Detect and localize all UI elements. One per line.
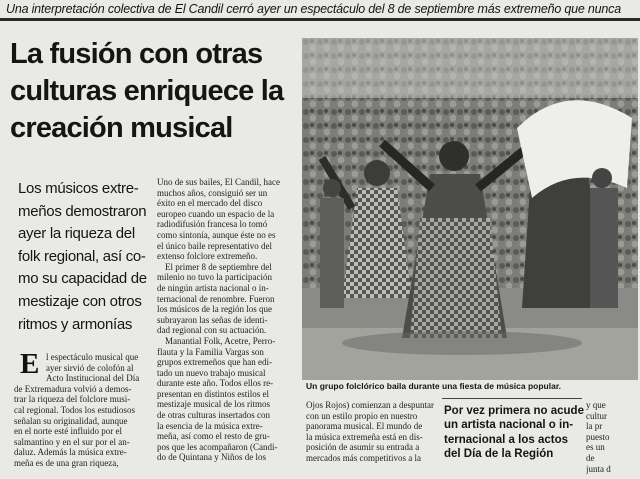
photo-illustration — [302, 38, 638, 380]
text-line: junta d — [586, 463, 611, 474]
body-column-2 — [157, 177, 297, 463]
subhead-line: mestizaje con otros — [18, 292, 142, 310]
text-line: do de Quintana y Niños de los — [157, 452, 266, 463]
photo-caption: Un grupo folclórico baila durante una fiesta de música popular. — [306, 381, 562, 391]
pull-quote-line: ternacional a los actos — [444, 433, 568, 446]
text-line: cal regional. Todos los estudiosos — [14, 404, 135, 415]
text-line: posición de asumir su entrada a — [306, 442, 420, 453]
text-line: durante este año. Todos ellos re- — [157, 378, 274, 389]
text-line: de Extremadura volvió a demos- — [14, 383, 132, 394]
text-line: muchos años, consiguió ser un — [157, 187, 268, 198]
pull-quote-rule — [442, 398, 582, 399]
text-line: ayer sirvió de colofón al — [46, 362, 134, 373]
text-line: ternacional de renombre. Fueron — [157, 293, 275, 304]
subhead-line: folk regional, así co- — [18, 247, 146, 265]
text-line: como sintonía, aunque éste no es — [157, 229, 276, 240]
text-line: mestizaje musical de los ritmos — [157, 399, 270, 410]
text-line: presentan en distintos estilos el — [157, 388, 269, 399]
text-line: éxito en el mercado del disco — [157, 198, 263, 209]
text-line: y que — [586, 400, 606, 410]
text-line: de ningún artista nacional o in- — [157, 282, 269, 293]
text-line: daluz. Además la música extre- — [14, 447, 127, 458]
text-line: subrayaron las señas de identi- — [157, 314, 268, 325]
text-line: es un — [586, 442, 605, 453]
text-line: el único baile representativo del — [157, 240, 272, 251]
headline — [10, 36, 300, 147]
text-line: Acto Institucional del Día — [46, 373, 140, 384]
text-line: meña es de una gran riqueza, — [14, 457, 119, 468]
text-line: panorama musical. El mundo de — [306, 421, 423, 432]
text-line: flauta y la Familia Vargas son — [157, 346, 264, 357]
text-line: Ojos Rojos) comienzan a despuntar — [306, 400, 434, 410]
text-line: grupos extremeños que han edi- — [157, 357, 272, 368]
text-line: pos que les acompañaron (Candi- — [157, 441, 278, 452]
text-line: la esencia de la música extre- — [157, 420, 263, 431]
headline-line: culturas enriquece la — [10, 75, 284, 107]
header-rule — [0, 18, 640, 21]
text-line: meña, así como el resto de gru- — [157, 431, 270, 442]
subhead-line: Los músicos extre- — [18, 180, 139, 197]
text-line: radiodifusión francesa lo tomó — [157, 219, 268, 230]
subhead-line: ritmos y armonías — [18, 315, 133, 333]
subhead-line: meños demostraron — [18, 202, 147, 220]
text-line: mercados más competitivos a la — [306, 452, 421, 463]
text-line: El primer 8 de septiembre del — [165, 261, 272, 272]
text-line: europeo cuando un espacio de la — [157, 208, 275, 219]
headline-line: La fusión con otras — [10, 38, 263, 70]
body-column-1 — [0, 348, 148, 469]
folk-dance-photo — [302, 38, 638, 380]
body-column-3 — [306, 400, 440, 464]
text-line: los músicos de la región los que — [157, 304, 272, 315]
text-line: señalan su originalidad, aunque — [14, 415, 128, 426]
drop-cap: E — [20, 348, 40, 380]
text-line: tado un nuevo trabajo musical — [157, 367, 266, 378]
subhead-line: mo su capacidad de — [18, 270, 147, 288]
text-line: cultur — [586, 410, 607, 421]
text-line: con un estilo propio en nuestro — [306, 410, 418, 421]
text-line: la pr — [586, 421, 603, 432]
headline-line: creación musical — [10, 112, 233, 144]
text-line: milenio no tuvo la participación — [157, 272, 272, 283]
pull-quote-line: Por vez primera no acude — [444, 405, 584, 417]
subhead — [18, 178, 150, 336]
text-line: Manantial Folk, Acetre, Perro- — [165, 335, 276, 346]
kicker: Una interpretación colectiva de El Candil cerró ayer un espectáculo del 8 de septiembre más extremeño que nunca — [6, 2, 621, 16]
subhead-line: ayer la riqueza del — [18, 225, 135, 243]
text-line: Uno de sus bailes, El Candil, hace — [157, 177, 280, 187]
text-line: dad regional con su actuación. — [157, 325, 267, 336]
body-column-4 — [586, 400, 640, 474]
text-line: puesto — [586, 431, 610, 442]
text-line: trar la riqueza del folclore musi- — [14, 394, 131, 405]
pull-quote-line: del Día de la Región — [444, 448, 554, 461]
text-line: salmantino y en el sur por el an- — [14, 436, 130, 447]
text-line: de otras culturas insertados con — [157, 410, 270, 421]
pull-quote-line: un artista nacional o in- — [444, 419, 574, 432]
text-line: l espectáculo musical que — [46, 352, 139, 362]
text-line: de — [586, 452, 595, 463]
text-line: en el norte esté influido por el — [14, 426, 122, 437]
text-line: la música extremeña está en dis- — [306, 431, 423, 442]
pull-quote — [444, 404, 582, 462]
text-line: extenso folclore extremeño. — [157, 251, 258, 262]
